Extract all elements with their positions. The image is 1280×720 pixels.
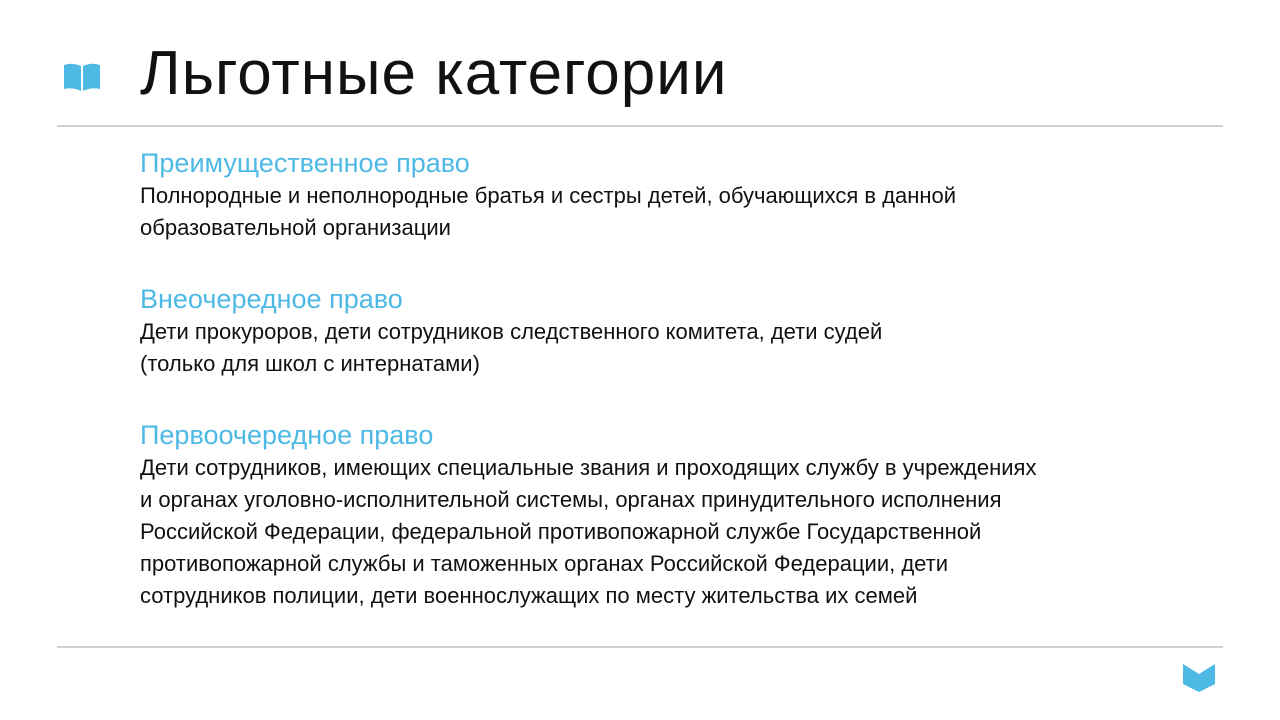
text-line: Дети прокуроров, дети сотрудников следственного комитета, дети судей — [140, 319, 883, 344]
bottom-divider — [57, 646, 1223, 648]
section-text — [140, 316, 1220, 380]
text-line: и органах уголовно-исполнительной системы, органах принудительного исполнения — [140, 487, 1002, 512]
section-preferential-right — [140, 146, 1220, 244]
text-line: Дети сотрудников, имеющих специальные звания и проходящих службу в учреждениях — [140, 455, 1037, 480]
text-line: сотрудников полиции, дети военнослужащих по месту жительства их семей — [140, 583, 918, 608]
top-divider — [57, 125, 1223, 127]
section-heading: Первоочередное право — [140, 420, 434, 450]
section-text — [140, 452, 1220, 612]
section-extraordinary-right — [140, 282, 1220, 380]
book-icon — [63, 62, 101, 92]
text-line: образовательной организации — [140, 215, 451, 240]
sections-list — [140, 146, 1220, 650]
text-line: Российской Федерации, федеральной противопожарной службе Государственной — [140, 519, 982, 544]
section-heading: Внеочередное право — [140, 284, 403, 314]
text-line: противопожарной службы и таможенных органах Российской Федерации, дети — [140, 551, 949, 576]
logo-icon — [1183, 662, 1215, 692]
section-priority-right — [140, 418, 1220, 612]
page-title: Льготные категории — [140, 39, 728, 108]
section-heading: Преимущественное право — [140, 148, 470, 178]
text-line: Полнородные и неполнородные братья и сестры детей, обучающихся в данной — [140, 183, 957, 208]
text-line: (только для школ с интернатами) — [140, 351, 480, 376]
section-text — [140, 180, 1220, 244]
